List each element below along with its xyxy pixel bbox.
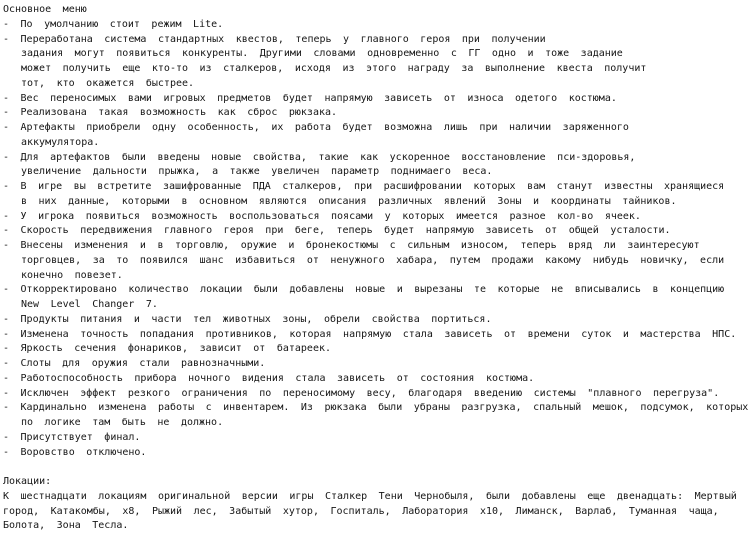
changelog-line: - Изменена точность попадания противников, которая напрямую стала зависеть от времени суток и мастерства НПС. [3,328,737,340]
changelog-line: - Воровство отключено. [3,446,147,458]
main-menu-section [3,3,750,460]
changelog-line: по логике там быть не должно. [21,417,224,428]
locations-line: К шестнадцати локациям оригинальной версии игры Сталкер Тени Чернобыля, были добавлены еще двенадцать: Мертвый [3,490,737,502]
changelog-line: тот, кто окажется быстрее. [21,77,195,89]
changelog-line: - Внесены изменения и в торговлю, оружие и бронекостюмы с сильным износом, теперь вряд ли заинтересуют [3,240,700,251]
changelog-line: - Откорректировано количество локации были добавлены новые и вырезаны те которые не вписывались в концепцию [3,284,725,296]
changelog-line: торговцев, за то появился шанс избавиться от ненужного хабара, путем продажи какому нибудь новичку, если [21,254,725,266]
changelog-line: - По умолчанию стоит режим Lite. [3,18,224,30]
changelog-line: - Скорость передвижения главного героя при беге, теперь будет напрямую зависеть от общей усталости. [3,225,671,237]
changelog-line: - Реализована такая возможность как сброс рюкзака. [3,107,338,119]
section-heading-main-menu: Основное меню [3,4,87,15]
locations-section [3,475,750,534]
changelog-line: New Level Changer 7. [21,299,158,310]
changelog-line: - Яркость сечения фонариков, зависит от батареек. [3,343,332,355]
changelog-line: конечно повезет. [21,269,123,281]
changelog-line: - Артефакты приобрели одну особенность, их работа будет возможна лишь при наличии заряженного [3,122,629,133]
changelog-line: - Присутствует финал. [3,431,141,443]
changelog-line: увеличение дальности прыжка, а также увеличен параметр поднимаего веса. [21,166,493,178]
locations-line: Болота, Зона Тесла. [3,520,129,532]
changelog-line: - Для артефактов были введены новые свойства, такие как ускоренное восстановление пси-здоровья, [3,151,636,163]
changelog-line: - Исключен эффект резкого ограничения по переносимому весу, благодаря введению системы "плавного перегруза". [3,387,720,399]
changelog-line: - Переработана система стандартных квестов, теперь у главного героя при получении [3,33,546,45]
changelog-line: аккумулятора. [21,136,100,148]
changelog-line: - У игрока появиться возможность воспользоваться поясами у которых имеется разное кол-во ячеек. [3,210,641,222]
changelog-line: - Продукты питания и части тел животных зоны, обрели свойства портиться. [3,313,492,325]
blank-line [3,460,750,475]
changelog-line: может получить еще кто-то из сталкеров, исходя из этого награду за выполнение квеста получит [21,63,647,74]
locations-line: город, Катакомбы, х8, Рыжий лес, Забытый хутор, Госпиталь, Лаборатория х10, Лиманск, Варлаб, Туманная чаща, [3,505,719,517]
changelog-line: задания могут появиться конкуренты. Другими словами одновременно с ГГ одно и тоже задание [21,48,623,60]
changelog-line: - Вес переносимых вами игровых предметов будет напрямую зависеть от износа одетого костюма. [3,92,617,104]
changelog-line: - Слоты для оружия стали равнозначными. [3,358,266,369]
changelog-line: - В игре вы встретите зашифрованные ПДА сталкеров, при расшифровании которых вам станут известны хранящиеся [3,181,725,192]
section-heading-locations: Локации: [3,476,52,487]
changelog-line: в них данные, которыми в основном являются описания различных явлений Зоны и координаты тайников. [21,195,677,207]
changelog-line: - Кардинально изменена работы с инвентарем. Из рюкзака были убраны разгрузка, спальный мешок, подсумок, которых [3,402,749,414]
changelog-line: - Работоспособность прибора ночного видения стала зависеть от состояния костюма. [3,372,535,384]
